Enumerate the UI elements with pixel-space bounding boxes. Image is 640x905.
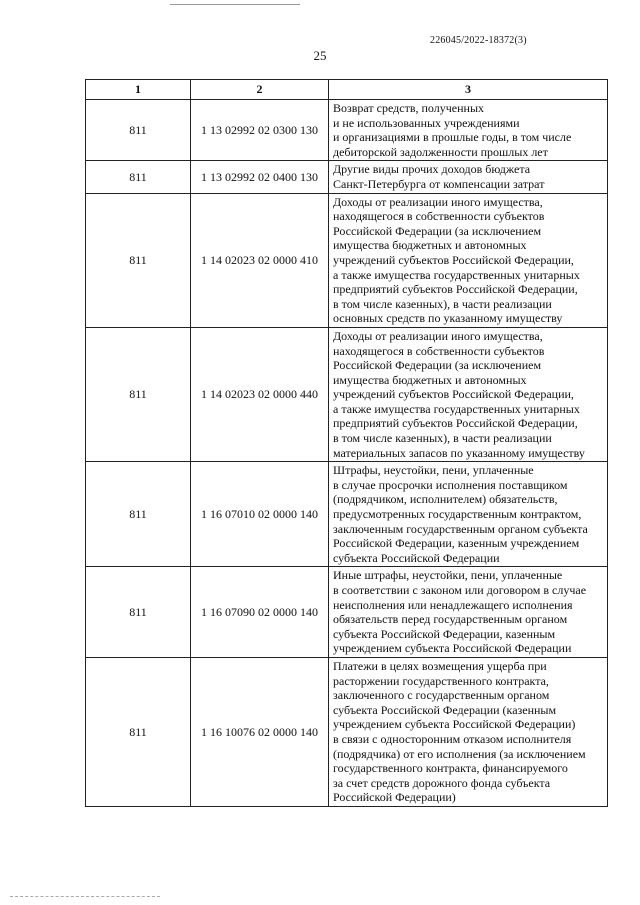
description-cell (329, 567, 608, 658)
description-line: учреждений субъектов Российской Федерации, (333, 252, 574, 267)
description-line: учреждений субъектов Российской Федерации, (333, 387, 574, 402)
description-line: и организациями в прошлые годы, в том числе (333, 130, 572, 145)
description-line: в соответствии с законом или договором в случае (333, 583, 587, 597)
description-line: предусмотренных государственным контрактом, (333, 507, 582, 522)
description-line: Российской Федерации) (333, 790, 456, 805)
description-line: субъекта Российской Федерации (казенным (333, 702, 557, 717)
description-line: находящегося в собственности субъектов (333, 209, 545, 224)
table-body (86, 100, 608, 807)
document-number: 226045/2022-18372(3) (430, 35, 527, 46)
description-line: субъекта Российской Федерации, казенным (333, 626, 556, 641)
description-line: предприятий субъектов Российской Федерации, (333, 282, 578, 297)
budget-classification-code-cell: 1 14 02023 02 0000 440 (191, 327, 329, 461)
budget-classification-code-cell: 1 16 07090 02 0000 140 (191, 567, 329, 658)
table-row (86, 657, 608, 806)
description-line: учреждением субъекта Российской Федерации (333, 641, 572, 656)
admin-code-cell: 811 (86, 100, 191, 161)
column-header-code: 2 (191, 80, 329, 100)
table-row (86, 100, 608, 161)
description-line: неисполнения или ненадлежащего исполнения (333, 597, 573, 612)
description-line: обязательств перед государственным органом (333, 612, 568, 627)
table-row (86, 161, 608, 193)
page-number: 25 (313, 48, 327, 63)
description-line: государственного контракта, финансируемого (333, 761, 568, 776)
description-line: Другие виды прочих доходов бюджета (333, 162, 531, 177)
top-divider (170, 4, 300, 5)
description-line: имущества бюджетных и автономных (333, 238, 527, 253)
description-line: а также имущества государственных унитарных (333, 267, 580, 282)
budget-classification-code-cell: 1 14 02023 02 0000 410 (191, 193, 329, 327)
description-line: имущества бюджетных и автономных (333, 372, 527, 387)
description-cell (329, 327, 608, 461)
table-row (86, 327, 608, 461)
description-line: Доходы от реализации иного имущества, (333, 194, 543, 209)
budget-codes-table (85, 79, 608, 807)
description-line: в связи с односторонним отказом исполнителя (333, 731, 572, 746)
description-line: Иные штрафы, неустойки, пени, уплаченные (333, 568, 563, 583)
description-line: Платежи в целях возмещения ущерба при (333, 658, 547, 673)
description-line: материальных запасов по указанному имуществу (333, 445, 585, 460)
admin-code-cell: 811 (86, 161, 191, 193)
column-header-description: 3 (329, 80, 608, 100)
table-header-row (86, 80, 608, 100)
description-cell (329, 100, 608, 161)
admin-code-cell: 811 (86, 327, 191, 461)
description-line: дебиторской задолженности прошлых лет (333, 144, 548, 159)
description-line: (подрядчиком, исполнителем) обязательств, (333, 492, 558, 507)
column-header-admin: 1 (86, 80, 191, 100)
description-line: учреждением субъекта Российской Федерации) (333, 717, 576, 732)
description-line: в том числе казенных), в части реализации (333, 296, 552, 311)
table-row (86, 193, 608, 327)
description-line: Штрафы, неустойки, пени, уплаченные (333, 463, 534, 478)
admin-code-cell: 811 (86, 567, 191, 658)
description-line: расторжении государственного контракта, (333, 673, 549, 688)
description-line: находящегося в собственности субъектов (333, 343, 545, 358)
budget-classification-code-cell: 1 16 10076 02 0000 140 (191, 657, 329, 806)
admin-code-cell: 811 (86, 657, 191, 806)
description-line: основных средств по указанному имуществу (333, 311, 563, 326)
description-line: Российской Федерации (за исключением (333, 223, 542, 238)
description-cell (329, 657, 608, 806)
description-line: Возврат средств, полученных (333, 101, 485, 115)
budget-classification-code-cell: 1 16 07010 02 0000 140 (191, 462, 329, 567)
description-cell (329, 193, 608, 327)
description-line: заключенным государственным органом субъекта (333, 521, 588, 536)
description-line: субъекта Российской Федерации (333, 550, 500, 565)
description-cell (329, 462, 608, 567)
table-row (86, 567, 608, 658)
description-line: предприятий субъектов Российской Федерации, (333, 416, 578, 431)
description-cell (329, 161, 608, 193)
description-line: в случае просрочки исполнения поставщиком (333, 477, 568, 492)
description-line: Российской Федерации, казенным учреждением (333, 536, 580, 551)
budget-classification-code-cell: 1 13 02992 02 0400 130 (191, 161, 329, 193)
budget-classification-code-cell: 1 13 02992 02 0300 130 (191, 100, 329, 161)
admin-code-cell: 811 (86, 193, 191, 327)
description-line: заключенного с государственным органом (333, 688, 550, 703)
description-line: Доходы от реализации иного имущества, (333, 328, 543, 343)
description-line: (подрядчика) от его исполнения (за исключением (333, 746, 586, 761)
bottom-divider (10, 896, 160, 897)
description-line: и не использованных учреждениями (333, 115, 520, 130)
admin-code-cell: 811 (86, 462, 191, 567)
description-line: в том числе казенных), в части реализации (333, 431, 552, 446)
description-line: Российской Федерации (за исключением (333, 358, 542, 373)
table-row (86, 462, 608, 567)
description-line: а также имущества государственных унитарных (333, 401, 580, 416)
description-line: за счет средств дорожного фонда субъекта (333, 775, 551, 790)
description-line: Санкт-Петербурга от компенсации затрат (333, 176, 545, 191)
